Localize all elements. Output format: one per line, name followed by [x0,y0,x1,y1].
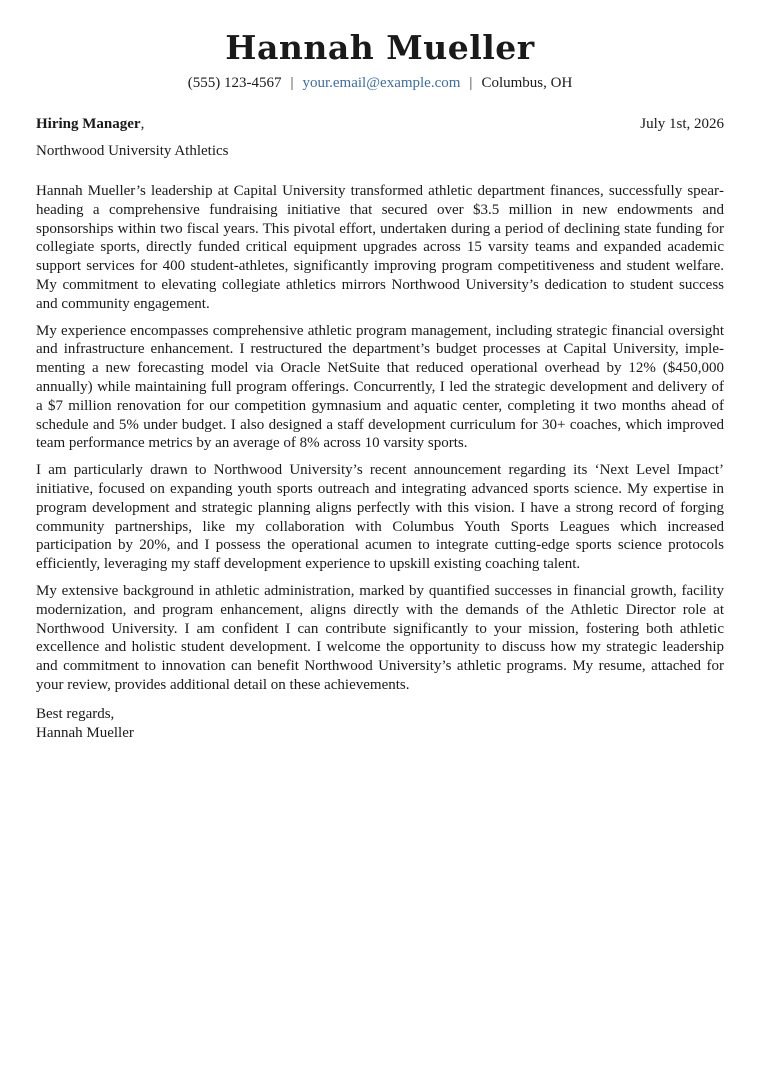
phone-number: (555) 123-4567 [187,75,282,91]
recipient-name: Hiring Manager [36,116,141,132]
letter-closing [36,705,724,743]
body-paragraph: I am particularly drawn to Northwood University’s recent announcement regarding its ‘Next Level Impact’ initiative, focused on expanding youth sports outreach and integrating advanced sports science. My expertise in program development and strategic planning aligns perfectly with this vision. I have a strong record of forging community partnerships, like my collaboration with Columbus Youth Sports Leagues which increased participation by 20%, and I possess the operational acumen to integrate cutting-edge sports science protocols efficiently, leveraging my staff development experience to upskill existing coaching talent. [36,462,724,573]
contact-separator: | [469,75,473,91]
recipient-name-suffix: , [140,116,145,132]
recipient-organization: Northwood University Athletics [36,143,229,159]
applicant-name: Hannah Mueller [225,28,535,67]
body-paragraph: Hannah Mueller’s leadership at Capital University transformed athletic department finances, successfully spearheading a comprehensive fundraising initiative that secured over $3.5 million in new endowments and sponsorships within two fiscal years. This pivotal effort, undertaken during a period of declining state funding for collegiate sports, directly funded critical equipment upgrades across 15 varsity teams and expanded academic support services for 400 student-athletes, significantly improving program competitiveness and student welfare. My commitment to elevating collegiate athletics mirrors Northwood University’s dedication to student success and community engagement. [36,183,724,312]
closing-signature: Hannah Mueller [36,724,134,741]
contact-separator: | [290,75,294,91]
recipient-row [36,115,724,134]
closing-salutation: Best regards, [36,705,115,722]
letter-date: July 1st, 2026 [640,116,724,132]
body-paragraph: My extensive background in athletic administration, marked by quantified successes in financial growth, facility modernization, and program enhancement, aligns directly with the demands of the Athletic Director role at Northwood University. I am confident I can contribute significantly to your mission, fostering both athletic excellence and holistic student development. I welcome the opportunity to discuss how my strategic leadership and commitment to innovation can benefit Northwood University’s athletic programs. My resume, attached for your review, provides additional detail on these achievements. [36,582,724,693]
body-paragraph: My experience encompasses comprehensive athletic program management, including strategic financial oversight and infrastructure enhancement. I restructured the department’s budget processes at Capital University, implementing a new forecasting model via Oracle NetSuite that reduced operational overhead by 12% ($450,000 annually) while maintaining full program offerings. Concurrently, I led the strategic development and delivery of a $7 million renovation for our competition gymnasium and aquatic center, completing it two months ahead of schedule and 5% under budget. I also designed a staff development curriculum for 30+ coaches, which improved team performance metrics by an average of 8% across 10 varsity sports. [36,322,724,452]
email-link[interactable]: your.email@example.com [302,75,461,91]
contact-line [36,73,724,93]
letter-body [36,182,724,695]
cover-letter-page [36,28,724,742]
location: Columbus, OH [481,75,573,91]
recipient-line [36,115,144,134]
